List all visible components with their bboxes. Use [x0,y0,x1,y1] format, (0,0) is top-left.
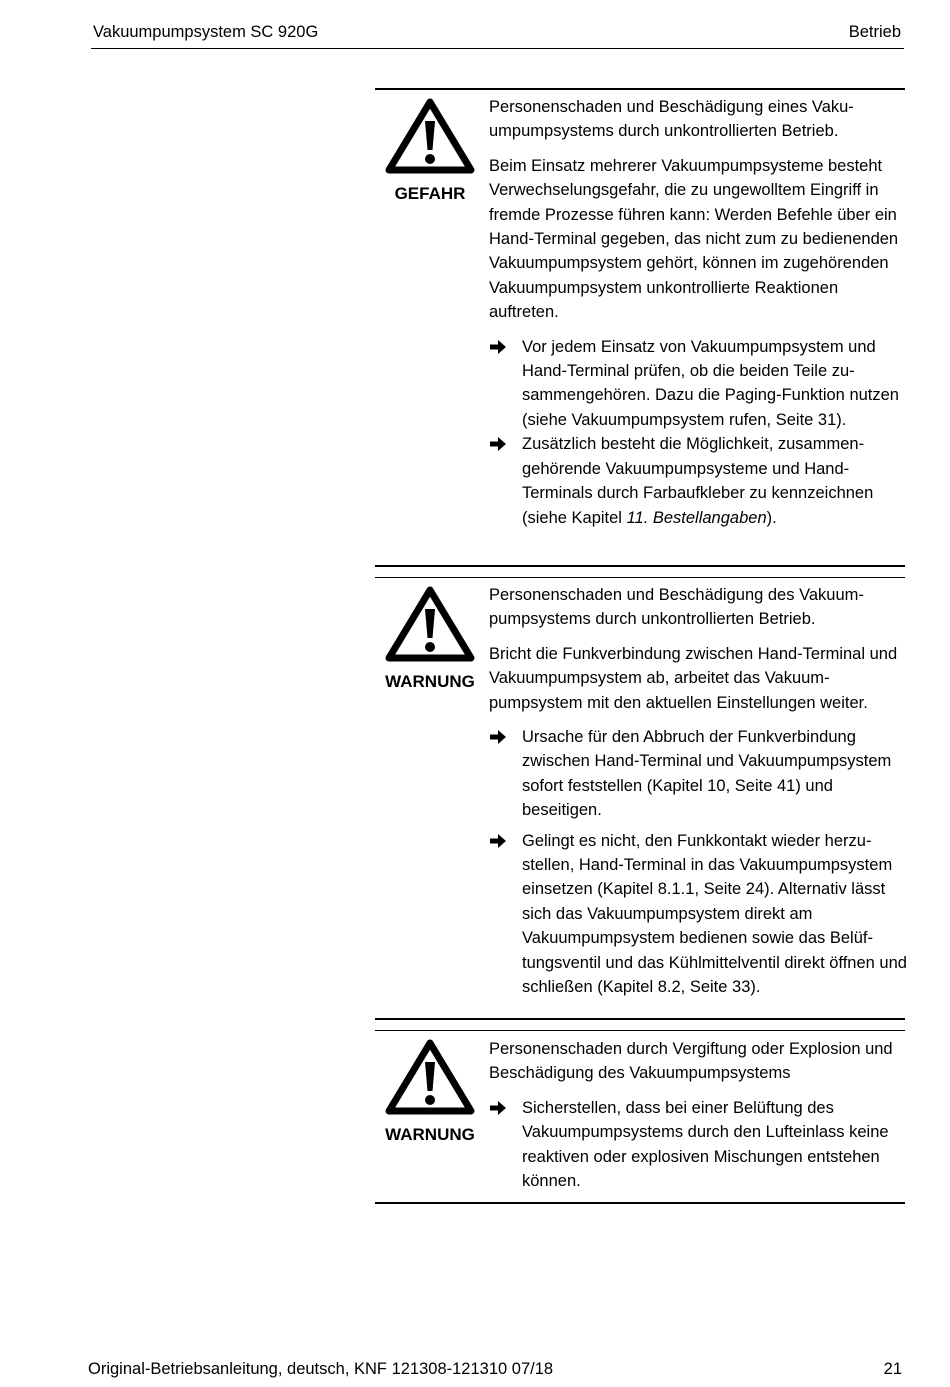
warning-3-steps [489,1096,909,1194]
step-text: Gelingt es nicht, den Funkkontakt wieder herzustellen, Hand-Terminal in das Vakuumpumpsystem einsetzen (Kapitel 8.1.1, Seite 24). Alternativ lässt sich das Vakuumpumpsystem direkt am Vakuumpumpsystem bedienen sowie das Belüftungsventil und das Kühlmittelventil direkt öffnen und schließen (Kapitel 8.2, Seite 33). [522,831,907,997]
warning-1-sign [375,97,485,205]
arrow-right-icon [489,833,507,849]
footer-doc-info: Original-Betriebsanleitung, deutsch, KNF 121308-121310 07/18 [88,1360,554,1378]
warning-1-top-rule [375,88,905,90]
list-item [489,335,909,433]
warning-1-hazard: Personenschaden und Beschädigung eines Vakuumpumpsystems durch unkontrollierten Betrieb. [489,98,854,141]
warning-2-sign [375,585,485,693]
warning-3-hazard: Personenschaden durch Vergiftung oder Explosion und Beschädigung des Vakuumpumpsystems [489,1040,893,1083]
warning-3-bottom-rule [375,1202,905,1204]
warning-2-content [489,583,909,1000]
step-text: Zusätzlich besteht die Möglichkeit, zusammengehörende Vakuumpumpsysteme und Hand-Terminals durch Farbaufkleber zu kennzeichnen (siehe Kapitel [522,435,874,527]
warning-2-steps [489,725,909,999]
step-text-suffix: ). [766,508,777,527]
list-item [489,1096,909,1194]
step-text: Vor jedem Einsatz von Vakuumpumpsystem und Hand-Terminal prüfen, ob die beiden Teile zusammengehören. Dazu die Paging-Funktion nutzen (siehe Vakuumpumpsystem rufen, Seite 31). [522,337,899,429]
warning-1-description: Beim Einsatz mehrerer Vakuumpumpsysteme besteht Verwechselungsgefahr, die zu ungewolltem Eingriff in fremde Prozesse führen kann: Werden Befehle über ein Hand-Terminal gegeben, das nicht zum zu bedienenden Vakuumpumpsystem gehört, können im zugehörenden Vakuumpumpsystem unkontrollierte Reaktionen auftreten. [489,156,899,322]
header-divider [91,48,904,49]
list-item [489,725,909,823]
step-text: Sicherstellen, dass bei einer Belüftung des Vakuumpumpsystems durch den Lufteinlass keine reaktiven oder explosiven Mischungen entstehen können. [522,1098,889,1191]
arrow-right-icon [489,339,507,355]
warning-triangle-icon [385,1038,475,1116]
page-number: 21 [883,1360,902,1378]
warning-3-content [489,1037,909,1193]
warning-2-description: Bricht die Funkverbindung zwischen Hand-Terminal und Vakuumpumpsystem ab, arbeitet das Vakuumpumpsystem mit den aktuellen Einstellungen weiter. [489,644,898,712]
warning-triangle-icon [385,97,475,175]
header-section: Betrieb [848,23,901,41]
warning-1-content [489,95,909,530]
warning-2-top-rule [375,565,905,567]
warning-2-hazard: Personenschaden und Beschädigung des Vakuumpumpsystems durch unkontrollierten Betrieb. [489,586,864,629]
warning-triangle-icon [385,585,475,663]
list-item [489,432,909,530]
signal-word-warnung: WARNUNG [385,1125,475,1144]
step-text: Ursache für den Abbruch der Funkverbindung zwischen Hand-Terminal und Vakuumpumpsystem sofort feststellen (Kapitel 10, Seite 41) und beseitigen. [522,728,892,820]
list-item [489,829,909,1000]
arrow-right-icon [489,1100,507,1116]
signal-word-gefahr: GEFAHR [394,184,466,203]
chapter-reference: 11. Bestellangaben [626,508,767,527]
arrow-right-icon [489,436,507,452]
warning-3-sign [375,1038,485,1146]
signal-word-warnung: WARNUNG [385,672,475,691]
header-title: Vakuumpumpsystem SC 920G [93,23,319,41]
warning-1-steps [489,335,909,530]
arrow-right-icon [489,729,507,745]
warning-3-top-rule-inner [375,1030,905,1031]
warning-3-top-rule [375,1018,905,1020]
warning-2-top-rule-inner [375,577,905,578]
